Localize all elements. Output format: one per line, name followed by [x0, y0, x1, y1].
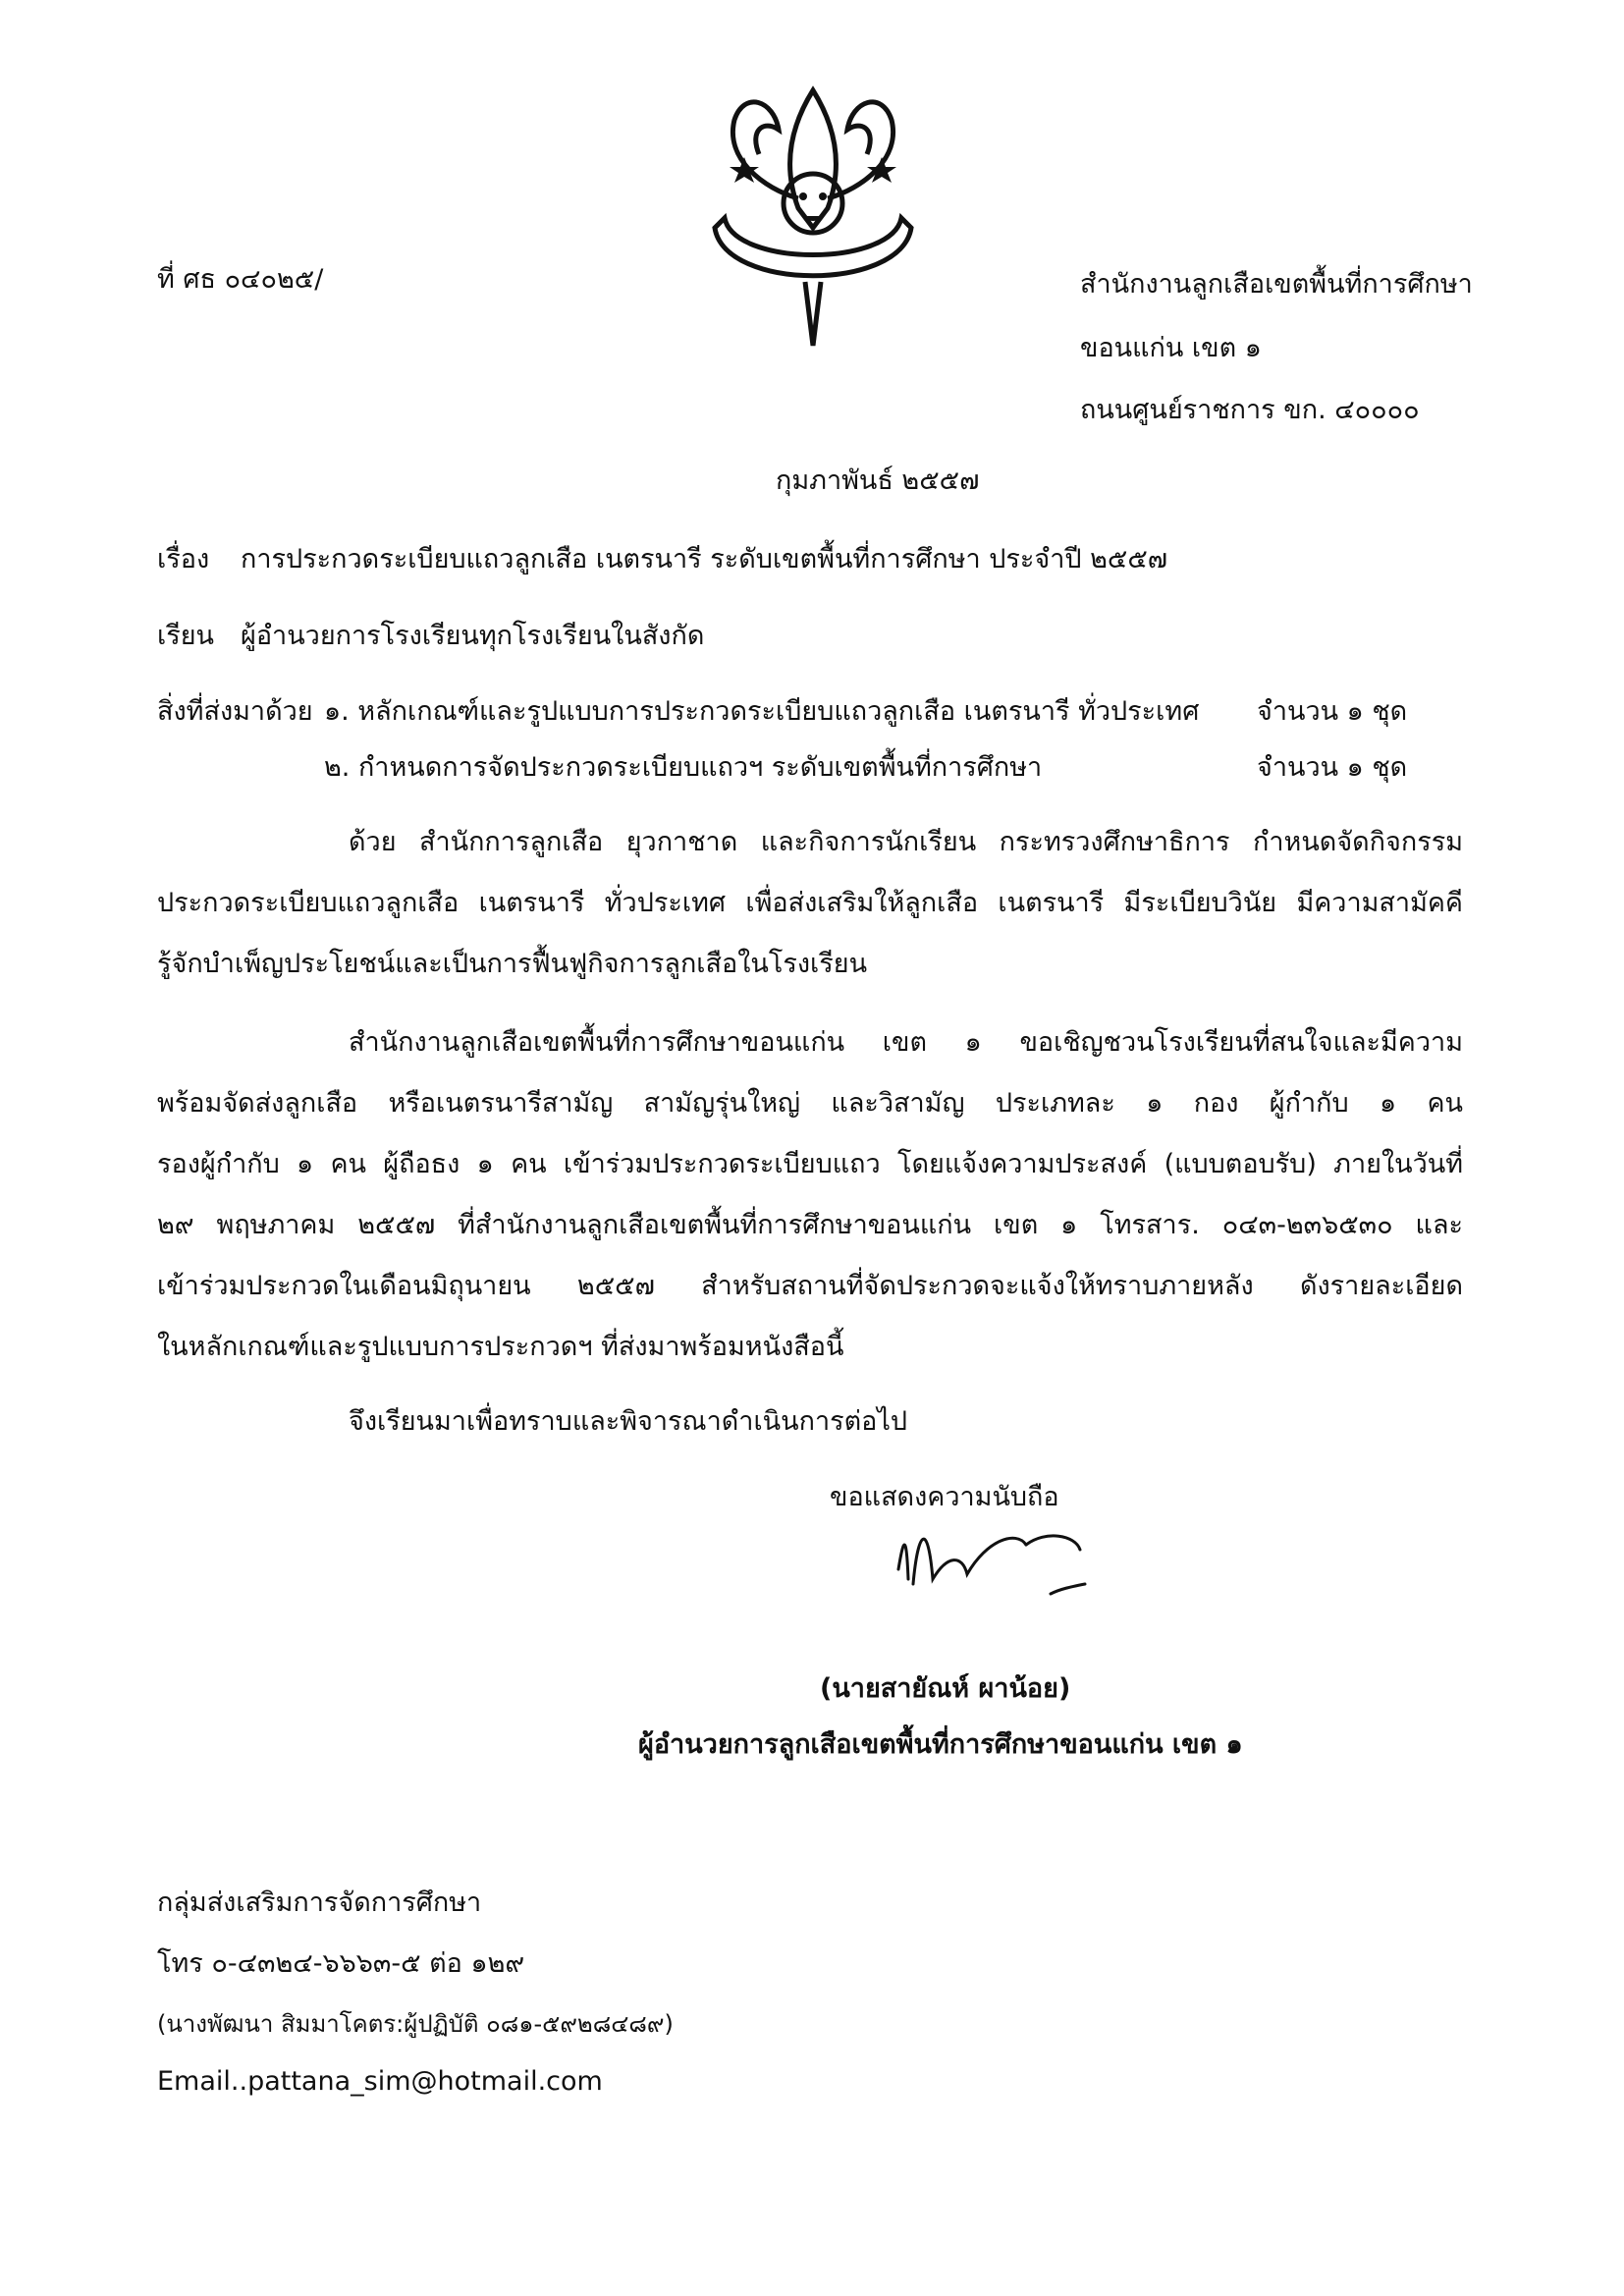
body-p1-line-1: ด้วย สำนักการลูกเสือ ยุวกาชาด และกิจการนักเรียน กระทรวงศึกษาธิการ กำหนดจัดกิจกรรม — [349, 827, 1463, 857]
footer-department: กลุ่มส่งเสริมการจัดการศึกษา — [157, 1887, 482, 1918]
office-line-3: ถนนศูนย์ราชการ ขก. ๔๐๐๐๐ — [1080, 395, 1420, 425]
enclosure-qty-2: จำนวน ๑ ชุด — [1257, 752, 1408, 783]
body-p2-line-3: รองผู้กำกับ ๑ คน ผู้ถือธง ๑ คน เข้าร่วมประกวดระเบียบแถว โดยแจ้งความประสงค์ (แบบตอบรับ) ภายในวันที่ — [157, 1149, 1463, 1179]
regards-text: ขอแสดงความนับถือ — [830, 1482, 1059, 1512]
footer-phone: โทร ๐-๔๓๒๔-๖๖๖๓-๕ ต่อ ๑๒๙ — [157, 1948, 525, 1979]
body-p1-line-3: รู้จักบำเพ็ญประโยชน์และเป็นการฟื้นฟูกิจการลูกเสือในโรงเรียน — [157, 949, 868, 979]
to-label: เรียน — [157, 621, 215, 651]
enclosure-label: สิ่งที่ส่งมาด้วย — [157, 696, 313, 727]
footer-email: Email..pattana_sim@hotmail.com — [157, 2066, 603, 2097]
subject-text: การประกวดระเบียบแถวลูกเสือ เนตรนารี ระดับเขตพื้นที่การศึกษา ประจำปี ๒๕๕๗ — [241, 544, 1168, 574]
body-p1-line-2: ประกวดระเบียบแถวลูกเสือ เนตรนารี ทั่วประเทศ เพื่อส่งเสริมให้ลูกเสือ เนตรนารี มีระเบียบวินัย มีความสามัคคี — [157, 888, 1463, 918]
body-p2-line-6: ในหลักเกณฑ์และรูปแบบการประกวดฯ ที่ส่งมาพร้อมหนังสือนี้ — [157, 1332, 844, 1362]
closing-sentence: จึงเรียนมาเพื่อทราบและพิจารณาดำเนินการต่อไป — [349, 1406, 908, 1437]
body-p2-line-5: เข้าร่วมประกวดในเดือนมิถุนายน ๒๕๕๗ สำหรับสถานที่จัดประกวดจะแจ้งให้ทราบภายหลัง ดังรายละเอียด — [157, 1271, 1463, 1301]
body-p2-line-2: พร้อมจัดส่งลูกเสือ หรือเนตรนารีสามัญ สามัญรุ่นใหญ่ และวิสามัญ ประเภทละ ๑ กอง ผู้กำกับ ๑ คน — [157, 1088, 1463, 1119]
footer-contact-person: (นางพัฒนา สิมมาโคตร:ผู้ปฏิบัติ ๐๘๑-๕๙๒๘๔๘๙) — [157, 2010, 674, 2038]
enclosure-qty-1: จำนวน ๑ ชุด — [1257, 696, 1408, 727]
letter-date: กุมภาพันธ์ ๒๕๕๗ — [776, 465, 980, 496]
subject-label: เรื่อง — [157, 544, 210, 574]
handwritten-signature — [879, 1501, 1105, 1609]
scout-emblem-logo — [705, 81, 921, 355]
signatory-position: ผู้อำนวยการลูกเสือเขตพื้นที่การศึกษาขอนแก่น เขต ๑ — [638, 1729, 1243, 1760]
reference-number: ที่ ศธ ๐๔๐๒๕/ — [157, 264, 324, 295]
body-p2-line-1: สำนักงานลูกเสือเขตพื้นที่การศึกษาขอนแก่น เขต ๑ ขอเชิญชวนโรงเรียนที่สนใจและมีความ — [349, 1027, 1463, 1058]
body-p2-line-4: ๒๙ พฤษภาคม ๒๕๕๗ ที่สำนักงานลูกเสือเขตพื้นที่การศึกษาขอนแก่น เขต ๑ โทรสาร. ๐๔๓-๒๓๖๕๓๐ และ — [157, 1210, 1463, 1240]
signatory-name: (นายสายัณห์ ผาน้อย) — [820, 1673, 1071, 1704]
to-text: ผู้อำนวยการโรงเรียนทุกโรงเรียนในสังกัด — [241, 621, 705, 651]
enclosure-item-2: ๒. กำหนดการจัดประกวดระเบียบแถวฯ ระดับเขตพื้นที่การศึกษา — [324, 752, 1043, 783]
office-line-2: ขอนแก่น เขต ๑ — [1080, 333, 1262, 363]
office-line-1: สำนักงานลูกเสือเขตพื้นที่การศึกษา — [1080, 269, 1473, 300]
enclosure-item-1: ๑. หลักเกณฑ์และรูปแบบการประกวดระเบียบแถวลูกเสือ เนตรนารี ทั่วประเทศ — [324, 696, 1200, 727]
